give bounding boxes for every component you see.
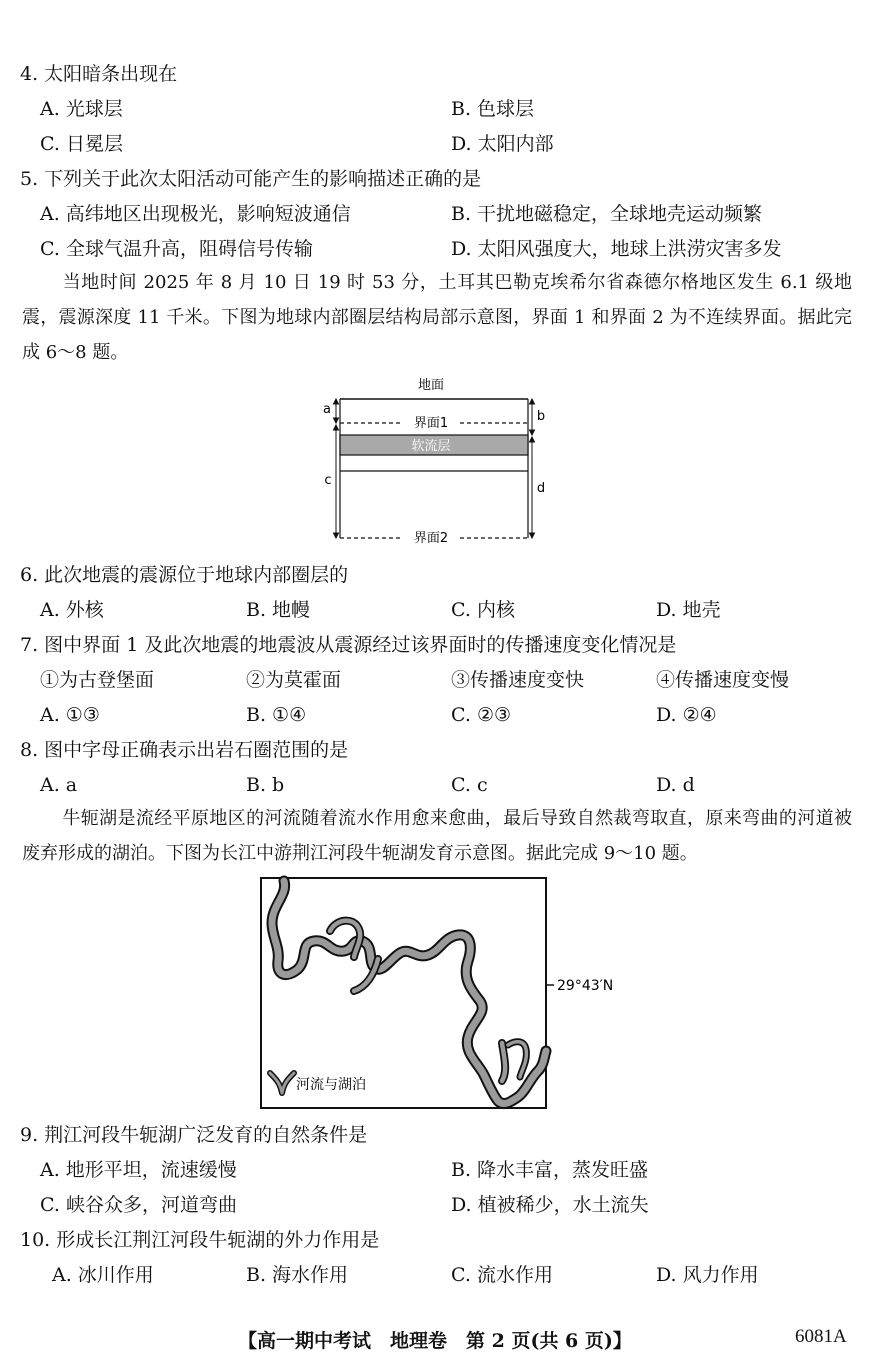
question-7-option-b[interactable]: B. ①④	[246, 704, 307, 726]
question-7-option-c[interactable]: C. ②③	[451, 704, 512, 726]
question-8-option-c[interactable]: C. c	[451, 774, 488, 796]
question-10-option-a[interactable]: A. 冰川作用	[52, 1264, 154, 1286]
question-6-option-b[interactable]: B. 地幔	[246, 599, 311, 621]
earth-interior-diagram	[318, 372, 552, 550]
latitude-label: 29°43′N	[557, 978, 614, 994]
question-6-option-d[interactable]: D. 地壳	[656, 599, 721, 621]
label-a: a	[323, 402, 331, 417]
question-7-option-a[interactable]: A. ①③	[40, 704, 100, 726]
question-6-option-c[interactable]: C. 内核	[451, 599, 515, 621]
question-7-stem: 7. 图中界面 1 及此次地震的地震波从震源经过该界面时的传播速度变化情况是	[20, 634, 677, 656]
question-5-option-b[interactable]: B. 干扰地磁稳定，全球地壳运动频繁	[451, 203, 763, 225]
label-d: d	[536, 481, 546, 496]
question-9-stem: 9. 荆江河段牛轭湖广泛发育的自然条件是	[20, 1124, 368, 1146]
question-8-stem: 8. 图中字母正确表示出岩石圈范围的是	[20, 739, 349, 761]
question-9-option-d[interactable]: D. 植被稀少，水土流失	[451, 1194, 649, 1216]
question-8-option-d[interactable]: D. d	[656, 774, 695, 796]
page-footer: 【高一期中考试 地理卷 第 2 页(共 6 页)】	[238, 1330, 632, 1352]
passage-oxbow-lake	[22, 801, 852, 871]
question-9-option-c[interactable]: C. 峡谷众多，河道弯曲	[40, 1194, 237, 1216]
oxbow-lake-map	[258, 875, 628, 1113]
question-5-option-c[interactable]: C. 全球气温升高，阻碍信号传输	[40, 238, 313, 260]
question-5-option-a[interactable]: A. 高纬地区出现极光，影响短波通信	[40, 203, 351, 225]
passage-earthquake	[22, 265, 852, 370]
label-interface-2: 界面2	[413, 531, 449, 546]
question-7-item-2: ②为莫霍面	[246, 669, 342, 691]
passage-oxbow-lake-text: 牛轭湖是流经平原地区的河流随着流水作用愈来愈曲，最后导致自然裁弯取直，原来弯曲的河道被废弃形成的湖泊。下图为长江中游荆江河段牛轭湖发育示意图。据此完成 9～10 题。	[22, 808, 852, 864]
question-6-stem: 6. 此次地震的震源位于地球内部圈层的	[20, 564, 349, 586]
paper-code: 6081A	[795, 1326, 847, 1347]
question-5-stem: 5. 下列关于此次太阳活动可能产生的影响描述正确的是	[20, 168, 482, 190]
question-7-option-d[interactable]: D. ②④	[656, 704, 717, 726]
question-7-item-4: ④传播速度变慢	[656, 669, 790, 691]
question-4-option-b[interactable]: B. 色球层	[451, 98, 535, 120]
question-10-option-c[interactable]: C. 流水作用	[451, 1264, 553, 1286]
question-7-item-1: ①为古登堡面	[40, 669, 155, 691]
question-10-stem: 10. 形成长江荆江河段牛轭湖的外力作用是	[20, 1229, 380, 1251]
passage-earthquake-text: 当地时间 2025 年 8 月 10 日 19 时 53 分，土耳其巴勒克埃希尔省森德尔格地区发生 6.1 级地震，震源深度 11 千米。下图为地球内部圈层结构局部示意图，界面 1 和界面 2 为不连续界面。据此完成 6～8 题。	[22, 272, 852, 363]
question-6-option-a[interactable]: A. 外核	[40, 599, 104, 621]
label-asthenosphere: 软流层	[411, 439, 451, 454]
question-9-option-a[interactable]: A. 地形平坦，流速缓慢	[40, 1159, 237, 1181]
question-10-option-d[interactable]: D. 风力作用	[656, 1264, 759, 1286]
question-4-option-a[interactable]: A. 光球层	[40, 98, 123, 120]
question-8-option-b[interactable]: B. b	[246, 774, 285, 796]
question-4-option-d[interactable]: D. 太阳内部	[451, 133, 554, 155]
legend-label: 河流与湖泊	[296, 1077, 366, 1093]
question-10-option-b[interactable]: B. 海水作用	[246, 1264, 349, 1286]
question-7-item-3: ③传播速度变快	[451, 669, 585, 691]
question-4-option-c[interactable]: C. 日冕层	[40, 133, 123, 155]
label-c: c	[324, 473, 332, 488]
question-9-option-b[interactable]: B. 降水丰富，蒸发旺盛	[451, 1159, 649, 1181]
question-8-option-a[interactable]: A. a	[40, 774, 78, 796]
question-4-stem: 4. 太阳暗条出现在	[20, 63, 178, 85]
label-b: b	[536, 409, 546, 424]
label-interface-1: 界面1	[413, 416, 449, 431]
question-5-option-d[interactable]: D. 太阳风强度大，地球上洪涝灾害多发	[451, 238, 782, 260]
label-ground: 地面	[417, 378, 445, 393]
